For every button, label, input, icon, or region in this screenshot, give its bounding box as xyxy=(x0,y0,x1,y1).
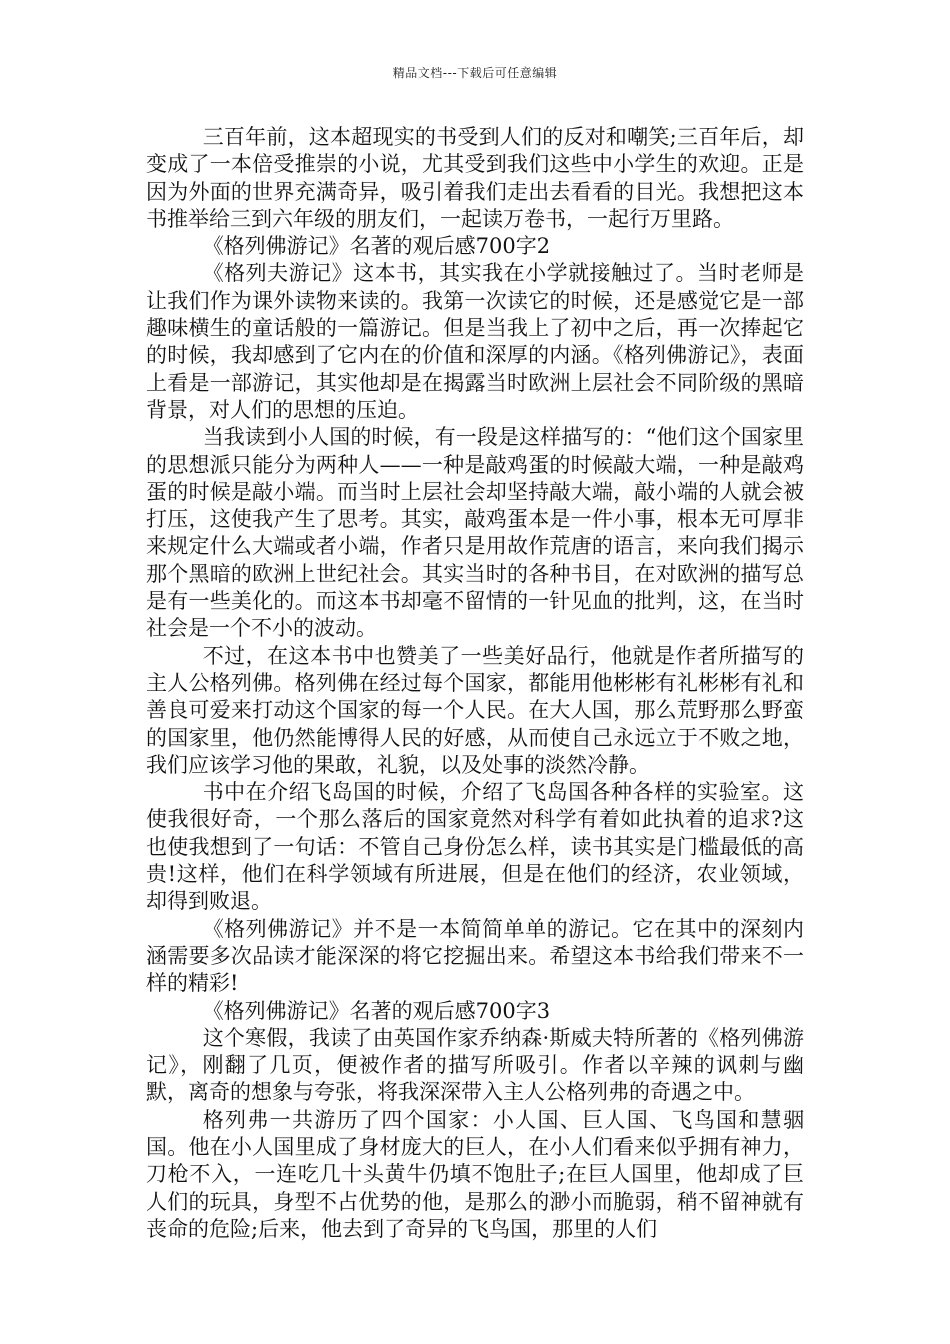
paragraph: 三百年前，这本超现实的书受到人们的反对和嘲笑;三百年后，却变成了一本倍受推崇的小说，尤其受到我们这些中小学生的欢迎。正是因为外面的世界充满奇异，吸引着我们走出去看看的目光。我想把这本书推举给三到六年级的朋友们，一起读万卷书，一起行万里路。 xyxy=(146,125,804,231)
section-heading: 《格列佛游记》名著的观后感700字2 xyxy=(202,234,551,259)
paragraph: 书中在介绍飞岛国的时候，介绍了飞岛国各种各样的实验室。这使我很好奇，一个那么落后的国家竟然对科学有着如此执着的追求?这也使我想到了一句话：不管自己身份怎么样，读书其实是门槛最低的高贵!这样，他们在科学领域有所进展，但是在他们的经济，农业领域，却得到败退。 xyxy=(146,780,804,914)
paragraph: 不过，在这本书中也赞美了一些美好品行，他就是作者所描写的主人公格列佛。格列佛在经过每个国家，都能用他彬彬有礼彬彬有礼和善良可爱来打动这个国家的每一个人民。在大人国，那么荒野那么野蛮的国家里，他仍然能博得人民的好感，从而使自己永远立于不败之地，我们应该学习他的果敢，礼貌，以及处事的淡然冷静。 xyxy=(146,643,804,777)
page-header: 精品文档---下载后可任意编辑 xyxy=(392,66,558,80)
paragraph: 格列弗一共游历了四个国家：小人国、巨人国、飞鸟国和慧骃国。他在小人国里成了身材庞大的巨人，在小人们看来似乎拥有神力，刀枪不入，一连吃几十头黄牛仍填不饱肚子;在巨人国里，他却成了巨人们的玩具，身型不占优势的他，是那么的渺小而脆弱，稍不留神就有丧命的危险;后来，他去到了奇异的飞鸟国，那里的人们 xyxy=(146,1107,804,1241)
paragraph: 当我读到小人国的时候，有一段是这样描写的：“他们这个国家里的思想派只能分为两种人——一种是敲鸡蛋的时候敲大端，一种是敲鸡蛋的时候是敲小端。而当时上层社会却坚持敲大端，敲小端的人就会被打压，这使我产生了思考。其实，敲鸡蛋本是一件小事，根本无可厚非来规定什么大端或者小端，作者只是用故作荒唐的语言，来向我们揭示那个黑暗的欧洲上世纪社会。其实当时的各种书目，在对欧洲的描写总是有一些美化的。而这本书却毫不留情的一针见血的批判，这，在当时社会是一个不小的波动。 xyxy=(146,425,804,641)
section-heading: 《格列佛游记》名著的观后感700字3 xyxy=(202,998,551,1023)
paragraph: 《格列佛游记》并不是一本简简单单的游记。它在其中的深刻内涵需要多次品读才能深深的将它挖掘出来。希望这本书给我们带来不一样的精彩! xyxy=(146,916,804,996)
paragraph: 这个寒假，我读了由英国作家乔纳森·斯威夫特所著的《格列佛游记》，刚翻了几页，便被作者的描写所吸引。作者以辛辣的讽刺与幽默，离奇的想象与夸张，将我深深带入主人公格列弗的奇遇之中。 xyxy=(146,1025,804,1105)
document-body xyxy=(146,124,804,1243)
paragraph: 《格列夫游记》这本书，其实我在小学就接触过了。当时老师是让我们作为课外读物来读的。我第一次读它的时候，还是感觉它是一部趣味横生的童话般的一篇游记。但是当我上了初中之后，再一次捧起它的时候，我却感到了它内在的价值和深厚的内涵。《格列佛游记》，表面上看是一部游记，其实他却是在揭露当时欧洲上层社会不同阶级的黑暗背景，对人们的思想的压迫。 xyxy=(146,261,804,422)
